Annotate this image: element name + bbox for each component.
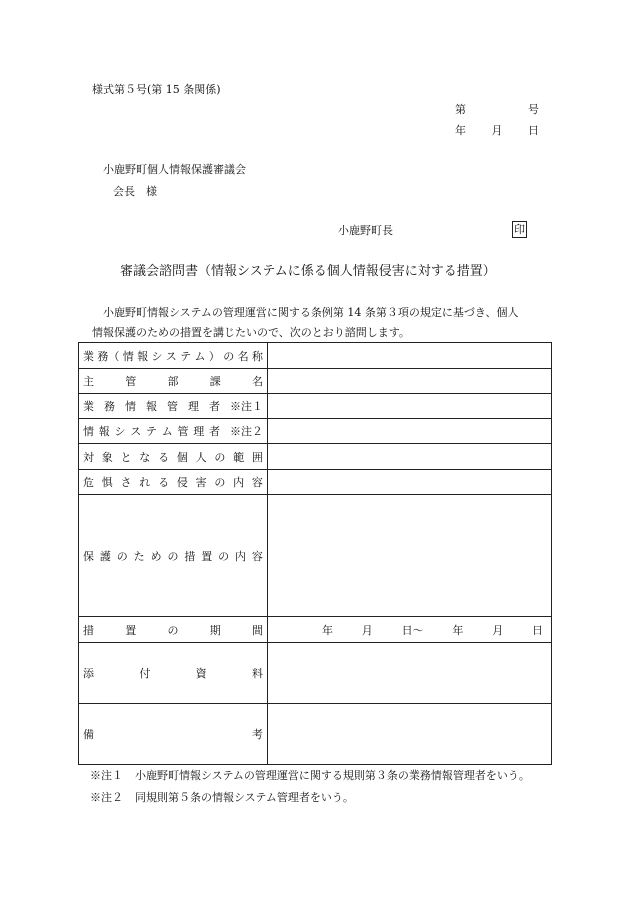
label-char: 間 [252,623,263,637]
label-char: 課 [209,375,221,388]
body-line-1: 小鹿野町情報システムの管理運営に関する条例第 14 条第３項の規定に基づき、個人 [103,306,519,319]
label-char: 料 [251,667,263,680]
table-row [79,444,552,470]
label-char: 人 [195,450,207,464]
row-label [79,617,268,643]
label-char: 称 [251,349,263,363]
label-char: 業 [83,349,94,363]
label-char: 付 [139,667,151,680]
label-char: 名 [237,349,249,363]
label-char: た [133,549,145,563]
table-row [79,369,552,394]
value-cell[interactable] [268,704,552,765]
footnote-2 [90,791,354,805]
label-char: ム [194,349,206,363]
label-char: 期 [209,623,221,637]
label-char: テ [180,349,192,363]
sender: 小鹿野町長 [338,224,393,237]
table-row [79,643,552,704]
label-char: 置 [125,623,137,637]
label-char: め [150,549,162,563]
number-prefix: 第 [455,103,466,116]
label-char: 者 [209,425,220,438]
value-cell[interactable] [268,343,552,369]
label-char: 務 [104,400,115,413]
label-char: の [167,549,179,563]
label-char: 象 [101,450,113,464]
row-label [79,369,268,394]
row-label [79,419,268,444]
label-char: ） [208,349,220,363]
label-char: の [218,549,230,563]
label-char: 添 [83,667,94,680]
label-char: 者 [209,400,220,413]
number-suffix: 号 [528,103,539,116]
issue-date [455,124,539,138]
label-char: 内 [235,549,247,563]
label-char: 範 [233,450,245,464]
table-row [79,343,552,369]
row-label [79,470,268,495]
value-cell[interactable] [268,444,552,470]
seal-mark: 印 [514,223,525,236]
label-char: 考 [252,728,263,741]
label-char: 部 [167,375,179,388]
row-label-text [83,423,220,439]
label-char: な [139,450,151,464]
footnote-1 [90,769,530,783]
label-char: 管 [177,425,189,438]
period-end-year: 年 [452,623,464,637]
label-char: 報 [137,349,149,363]
label-char: 管 [125,375,137,388]
addressee-honorific: 会長 様 [113,185,157,198]
table-row [79,394,552,419]
label-char: 対 [83,450,94,464]
label-char: の [167,623,179,637]
label-char: 侵 [176,476,188,489]
document-number [455,103,539,117]
label-char: シ [151,349,163,363]
table-row [79,495,552,617]
period-start-year: 年 [322,623,333,637]
table-row [79,704,552,765]
footnote-2-mark: ※注２ [90,791,123,804]
label-char: 資 [195,667,207,680]
row-label [79,495,268,617]
label-char: テ [146,425,157,438]
table-row [79,617,552,643]
period-start-month: 月 [361,623,373,637]
label-char: ム [161,425,173,438]
label-char: 容 [251,476,263,489]
document-title: 審議会諮問書（情報システムに係る個人情報侵害に対する措置） [120,264,496,279]
label-char: れ [139,476,151,489]
table-row [79,470,552,495]
inquiry-form-table [78,342,552,765]
row-label [79,643,268,704]
table-row [79,419,552,444]
label-char: 報 [98,425,110,438]
label-char: 情 [125,400,136,413]
period-end-month: 月 [492,623,504,637]
label-char: 報 [146,400,157,413]
row-label [79,343,268,369]
label-char: ス [130,425,142,438]
date-month: 月 [491,124,503,137]
label-char: 害 [195,476,207,489]
value-cell[interactable] [268,495,552,617]
label-char: の [214,476,226,489]
label-char: 業 [83,400,94,413]
label-char: 措 [83,623,94,637]
period-range [272,622,547,638]
row-note: ※注２ [230,425,263,438]
label-char: る [158,450,170,464]
addressee: 小鹿野町個人情報保護審議会 [103,163,246,176]
label-char: 管 [167,400,178,413]
label-char: 護 [99,549,111,563]
label-char: と [120,450,132,464]
form-number: 様式第５号(第 15 条関係) [92,83,221,96]
label-char: 理 [193,425,205,438]
label-char: の [214,450,226,464]
date-year: 年 [455,124,466,137]
label-char: さ [120,476,132,489]
label-char: る [158,476,170,489]
label-char: 情 [122,349,134,363]
label-char: の [116,549,128,563]
label-char: 危 [83,476,94,489]
row-note: ※注１ [230,400,263,413]
row-label-text [83,398,220,414]
label-char: 情 [83,425,94,438]
period-start-day: 日～ [401,623,424,637]
label-char: 置 [201,549,213,563]
label-char: 主 [83,375,94,388]
value-cell[interactable] [268,470,552,495]
label-char: 備 [83,728,94,741]
label-char: の [223,349,235,363]
label-char: 理 [188,400,199,413]
label-char: 措 [184,549,196,563]
footnote-1-mark: ※注１ [90,769,123,782]
label-char: 保 [83,549,94,563]
label-char: 惧 [101,476,113,489]
date-day: 日 [528,124,539,137]
period-end-day: 日 [531,623,543,637]
label-char: 容 [251,549,263,563]
label-char: 務（ [97,349,120,363]
value-cell[interactable] [268,394,552,419]
row-label [79,444,268,470]
label-char: ス [165,349,177,363]
value-cell[interactable] [268,643,552,704]
body-line-2: 情報保護のための措置を講じたいので、次のとおり諮問します。 [92,326,410,339]
label-char: 個 [176,450,188,464]
label-char: 名 [252,375,263,388]
value-cell[interactable] [268,419,552,444]
label-char: シ [114,425,126,438]
row-label [79,704,268,765]
label-char: 囲 [251,450,263,464]
row-label [79,394,268,419]
footnote-2-text: 同規則第５条の情報システム管理者をいう。 [135,791,354,804]
value-cell[interactable] [268,369,552,394]
label-char: 内 [233,476,245,489]
footnote-1-text: 小鹿野町情報システムの管理運営に関する規則第３条の業務情報管理者をいう。 [135,769,530,782]
period-cell[interactable] [268,617,552,643]
